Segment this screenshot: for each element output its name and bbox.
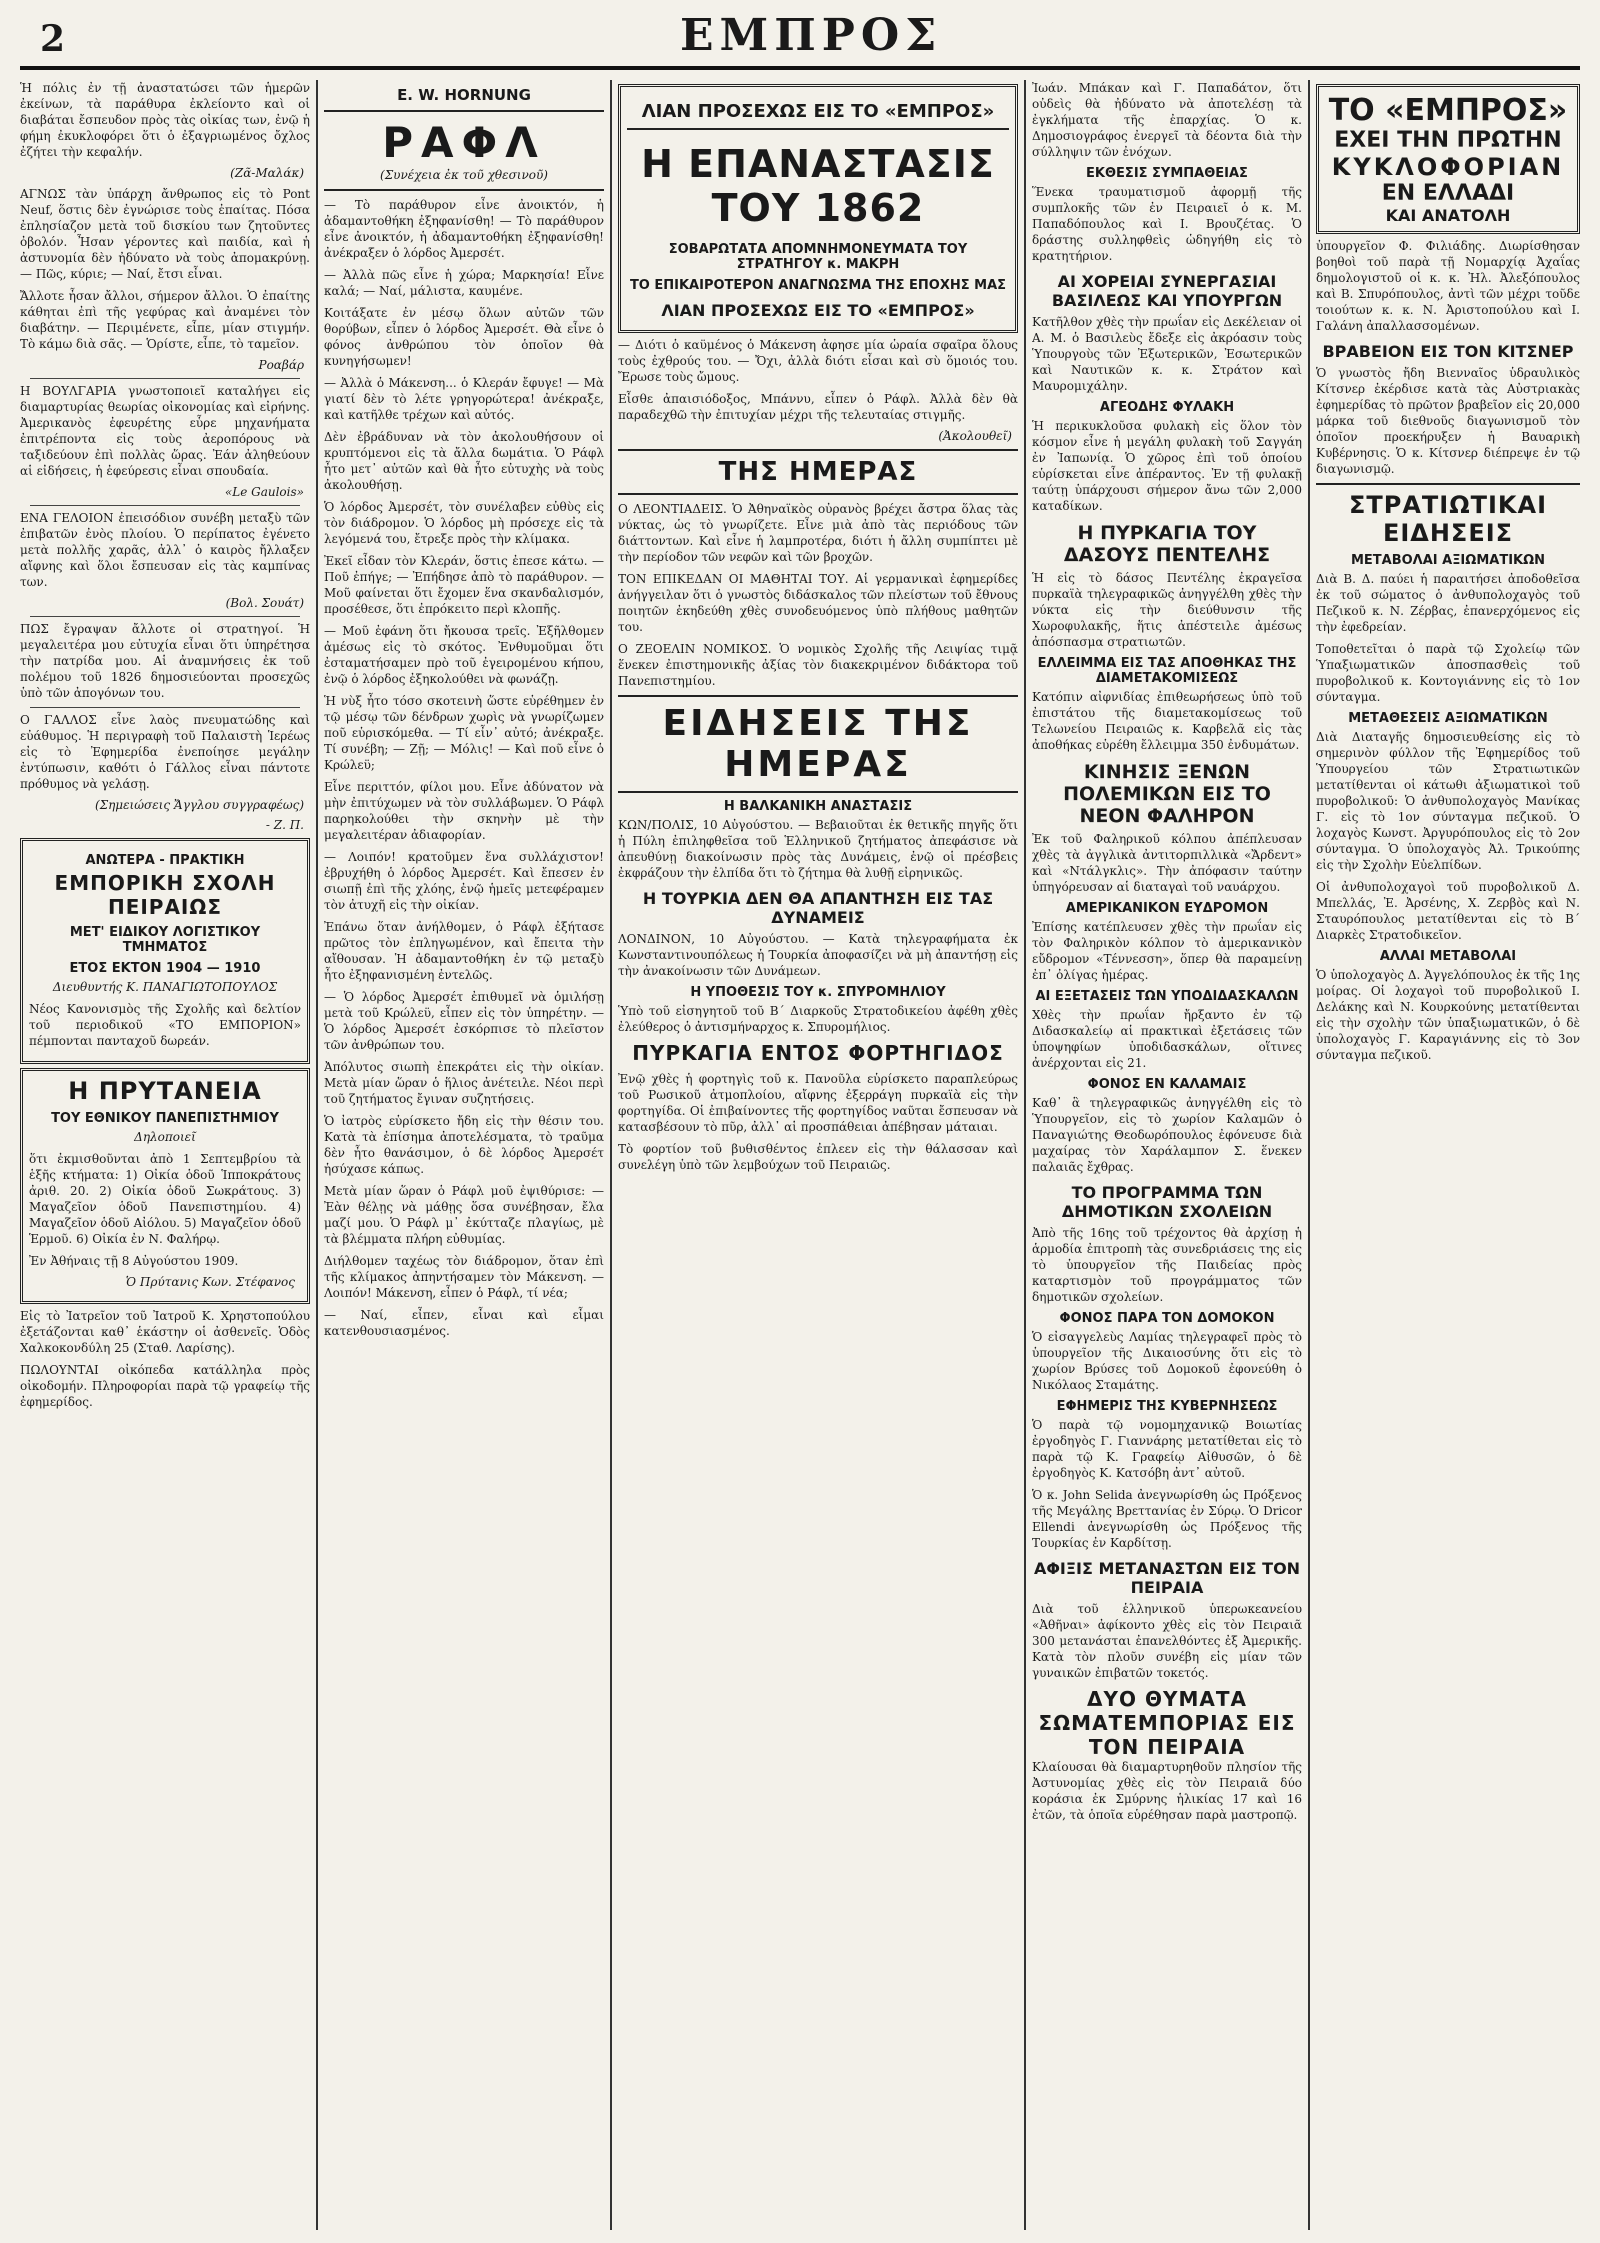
serial-text: — Μοῦ ἐφάνη ὅτι ἤκουσα τρεῖς. Ἐξῆλθομεν ἀμέσως εἰς τὸ σκότος. Ἐνθυμοῦμαι ὅτι ἐσταματήσαμεν πρὸ τοῦ ἐγειρομένου κήπου, ἐνῷ ὁ λόρδος ἐξηκολούθει νὰ φωνάζῃ. xyxy=(324,624,604,686)
news-text: Κατῆλθον χθὲς τὴν πρωΐαν εἰς Δεκέλειαν οἱ Α. Μ. ὁ Βασιλεὺς ἔδεξε εἰς ἀκρόασιν τοὺς Ὑπουργοὺς τῶν Ἐξωτερικῶν, Ἐσωτερικῶν καὶ Ναυτικῶν κ. κ. Στράτον καὶ Μαυρομιχάλην. xyxy=(1032,315,1302,393)
news-text: Ὁ γνωστὸς ἤδη Βιενναῖος ὑδραυλικὸς Κίτσνερ ἐκέρδισε κατὰ τὰς Αὐστριακὰς ἐφημερίδας τὸ πρῶτον βραβεῖον εἰς 20,000 μάρκα τοῦ διεθνοῦς διαγωνισμοῦ τὸν ὁποῖον προεκήρυξεν ἡ Βαυαρικὴ Κυβέρνησις. Ὁ κ. Κίτσνερ διέπρεψε ἐν τῷ διαγωνισμῷ. xyxy=(1316,366,1580,476)
news-heading: ΒΡΑΒΕΙΟΝ ΕΙΣ ΤΟΝ ΚΙΤΣΝΕΡ xyxy=(1322,342,1574,361)
banner-line: ΤΟ «ΕΜΠΡΟΣ» xyxy=(1328,93,1568,128)
notice-body: ὅτι ἐκμισθοῦνται ἀπὸ 1 Σεπτεμβρίου τὰ ἑξῆς κτήματα: 1) Οἰκία ὁδοῦ Ἱπποκράτους ἀριθ. 20. 2) Οἰκία ὁδοῦ Σωκράτους. 3) Μαγαζεῖον ὁδοῦ Πανεπιστημίου. 4) Μαγαζεῖον ὁδοῦ Αἰόλου. 5) Μαγαζεῖον ὁδοῦ Ἑρμοῦ. 6) Οἰκία ἐν Ν. Φαλήρῳ. xyxy=(29,1152,301,1246)
article-text: ΤΟΝ ΕΠΙΚΕΔΑΝ ΟΙ ΜΑΘΗΤΑΙ ΤΟΥ. Αἱ γερμανικαὶ ἐφημερίδες ἀνήγγειλαν ὅτι ὁ γνωστὸς διδάσκαλος τῶν πλείστων τοῦ ἔθνους ποιητῶν ἐκηδεύθη χθὲς συνοδευόμενος ὑπὸ πλήθους μαθητῶν του. xyxy=(618,572,1018,634)
article-text: Ο ΛΕΟΝΤΙΑΔΕΙΣ. Ὁ Ἀθηναϊκὸς οὐρανὸς βρέχει ἄστρα ὅλας τὰς νύκτας, ὡς τὸ γνωρίζετε. Εἶνε μιὰ ἀπὸ τὰς περιόδους τῶν διάττοντων. Καὶ εἶνε ἡ λαμπροτέρα, διότι ἡ ἄλλη συμπίπτει μὲ τὴν περίοδον τῶν νεφῶν καὶ τῶν βροχῶν. xyxy=(618,502,1018,564)
divider xyxy=(324,189,604,191)
divider xyxy=(30,378,300,379)
news-text: Ἡ εἰς τὸ δάσος Πεντέλης ἐκραγεῖσα πυρκαϊὰ τηλεγραφικῶς ἀνηγγέλθη χθὲς τὴν νύκτα εἰς τὴν διεύθυνσιν τῆς Χωροφυλακῆς, ἥτις ἀπέστειλε ἀμέσως ἀπόσπασμα στρατιωτῶν. xyxy=(1032,571,1302,649)
serial-note: (Συνέχεια ἐκ τοῦ χθεσινοῦ) xyxy=(380,168,548,182)
serial-continues: (Ἀκολουθεῖ) xyxy=(938,429,1012,443)
article-text: Ἡ πόλις ἐν τῇ ἀναστατώσει τῶν ἡμερῶν ἐκείνων, τὰ παράθυρα ἐκλείοντο καὶ οἱ διαβάται ἔσπευδον πρὸς τὰς οἰκίας των, ἐνῷ ἡ φήμη ἐκυκλοφόρει ὅτι ὁ ἐξαγριωμένος ὄχλος ἐζήτει τὴν κεφαλήν. xyxy=(20,81,310,159)
news-text: ὑπουργεῖον Φ. Φιλιάδης. Διωρίσθησαν βοηθοὶ τοῦ παρὰ τῇ Νομαρχίᾳ Ἀχαΐας δημολογιστοῦ οἱ κ. κ. Ἠλ. Ἀλεξόπουλος καὶ Β. Σπυρόπουλος, ἀντὶ τῶν μέχρι τοῦδε τοιούτων κ. κ. Ν. Ἀριστοπούλου καὶ Ι. Γαλάνη ἀπαλλασσομένων. xyxy=(1316,239,1580,333)
news-text: Οἱ ἀνθυπολοχαγοὶ τοῦ πυροβολικοῦ Δ. Μπελλάς, Ἐ. Ἀρσένης, Χ. Ζερβὸς καὶ Ν. Σταυρόπουλος μετατίθενται εἰς τὸ Β΄ Διαρκὲς Στρατοδικεῖον. xyxy=(1316,880,1580,942)
serial-text: Δὲν ἐβράδυναν νὰ τὸν ἀκολουθήσουν οἱ κρυπτόμενοι εἰς τὰ ἄλλα δωμάτια. Ὁ Ράφλ ἦτο μετ᾽ αὐτῶν καὶ θὰ ἦτο εὐτυχὴς νὰ τοὺς ἀκολουθήσῃ. xyxy=(324,430,604,492)
serial-text: Μετὰ μίαν ὥραν ὁ Ράφλ μοῦ ἐψιθύρισε: — Ἐὰν θέλῃς νὰ μάθῃς ὅσα συνέβησαν, ἔλα μαζί μου. Ὁ Ράφλ μ᾽ ἐκύτταζε πλαγίως, μὲ τὰ βλέμματα πλήρη εὐθυμίας. xyxy=(324,1184,604,1246)
serial-author: E. W. HORNUNG xyxy=(397,86,531,104)
news-heading: ΚΙΝΗΣΙΣ ΞΕΝΩΝ ΠΟΛΕΜΙΚΩΝ ΕΙΣ ΤΟ ΝΕΟΝ ΦΑΛΗΡΟΝ xyxy=(1063,761,1271,827)
news-text: ΚΩΝ/ΠΟΛΙΣ, 10 Αὐγούστου. — Βεβαιοῦται ἐκ θετικῆς πηγῆς ὅτι ἡ Πύλη ἐπιληφθεῖσα τοῦ Ἑλληνικοῦ ζητήματος ἀπεφάσισε νὰ ἀπευθύνῃ διακοίνωσιν πρὸς τὰς Δυνάμεις, ἐνῷ οἱ πρέσβεις ἐκφράζουν τὴν ἐλπίδα ὅτι τὸ ζήτημα θὰ λυθῇ εἰρηνικῶς. xyxy=(618,818,1018,880)
article-text: Η ΒΟΥΛΓΑΡΙΑ γνωστοποιεῖ καταλήγει εἰς διαμαρτυρίας θεωρίας οἰκονομίας καὶ εἰρήνης. Ἀμερικανὸς ἐφευρέτης εὗρε μηχανήματα ἐπιτρέποντα εἰς τοὺς ἀεροπόρους νὰ ταξιδεύουν ἐπὶ πολλὰς ὥρας. Ἐάν ἀληθεύουν αἱ εἰδήσεις, ἡ ἐφεύρεσις εἶναι σπουδαία. xyxy=(20,384,310,478)
column-rule xyxy=(316,80,318,2230)
news-text: Ἐνῷ χθὲς ἡ φορτηγὶς τοῦ κ. Πανοῦλα εὑρίσκετο παραπλεύρως τοῦ Ρωσικοῦ ἀτμοπλοίου, αἴφνης ἐξερράγη πυρκαϊὰ εἰς τὴν φορτηγίδα. Οἱ ἐπιβαίνοντες τῆς φορτηγίδος ναῦται ἔσπευσαν νὰ κατασβέσουν τὸ πῦρ, ἀλλ᾽ αἱ προσπάθειαι ἀπέβησαν μάταιαι. xyxy=(618,1072,1018,1134)
serial-title: ΡΑΦΛ xyxy=(382,118,546,167)
article-signature: - Ζ. Π. xyxy=(265,818,304,832)
article-text: ΠΩΣ ἔγραψαν ἄλλοτε οἱ στρατηγοί. Ἡ μεγαλειτέρα μου εὐτυχία εἶναι ὅτι ὑπηρέτησα τὴν πατρίδα μου. Αἱ ἀναμνήσεις ἐκ τοῦ πολέμου τοῦ 1826 δημοσιεύονται προσεχῶς ὑπὸ τῶν ἀπογόνων του. xyxy=(20,622,310,700)
university-notice xyxy=(20,1068,310,1304)
serial-text: Διήλθομεν ταχέως τὸν διάδρομον, ὅταν ἐπὶ τῆς κλίμακος ἀπηντήσαμεν τὸν Μάκενση. — Λοιπόν! Μάκενση, εἶπεν ὁ Ράφλ, τί νέα; xyxy=(324,1254,604,1300)
news-heading: ΑΙ ΕΞΕΤΑΣΕΙΣ ΤΩΝ ΥΠΟΔΙΔΑΣΚΑΛΩΝ xyxy=(1035,989,1299,1004)
news-text: Τοποθετεῖται ὁ παρὰ τῷ Σχολείῳ τῶν Ὑπαξιωματικῶν ἀποσπασθεὶς τοῦ πυροβολικοῦ κ. Κοντογιάννης εἰς τὸ 1ον σύνταγμα. xyxy=(1316,642,1580,704)
article-signature: (Ζᾶ-Μαλάκ) xyxy=(230,166,304,180)
divider xyxy=(618,493,1018,495)
news-heading: Η ΠΥΡΚΑΓΙΑ ΤΟΥ ΔΑΣΟΥΣ ΠΕΝΤΕΛΗΣ xyxy=(1063,522,1271,566)
serial-text: — Ἀλλὰ πῶς εἶνε ἡ χώρα; Μαρκησία! Εἶνε καλά; — Ναί, μάλιστα, καυμένε. xyxy=(324,268,604,298)
serial-text: — Λοιπόν! κρατοῦμεν ἕνα συλλάχιστον! ἐβρυχήθη ὁ λόρδος Ἀμερσέτ. Καὶ ἔπεσεν ἐν σιωπῇ ἐπὶ τῆς χλόης, ἐνῷ ἡμεῖς μετεφέραμεν τὸν ἀτυχῆ εἰς τὴν οἰκίαν. xyxy=(324,850,604,912)
news-heading: ΜΕΤΑΒΟΛΑΙ ΑΞΙΩΜΑΤΙΚΩΝ xyxy=(1350,553,1546,568)
news-text: Ὁ κ. John Selida ἀνεγνωρίσθη ὡς Πρόξενος τῆς Μεγάλης Βρεττανίας ἐν Σύρῳ. Ὁ Dricor Ellendi ἀνεγνωρίσθη ὡς Πρόξενος τῆς Τουρκίας ἐν Καρδίτσῃ. xyxy=(1032,1488,1302,1550)
newspaper-title: ΕΜΠΡΟΣ xyxy=(680,10,943,61)
serial-continuation: Εἶσθε ἀπαισιόδοξος, Μπάννυ, εἶπεν ὁ Ράφλ. Ἀλλὰ δὲν θὰ παραδεχθῶ τὴν ἐπιτυχίαν μέχρι τῆς τελευταίας στιγμῆς. xyxy=(618,392,1018,422)
notice-kicker: Δηλοποιεῖ xyxy=(134,1130,196,1144)
news-heading: ΔΥΟ ΘΥΜΑΤΑ ΣΩΜΑΤΕΜΠΟΡΙΑΣ ΕΙΣ ΤΟΝ ΠΕΙΡΑΙΑ xyxy=(1038,1687,1296,1759)
serial-text: — Τὸ παράθυρον εἶνε ἀνοικτόν, ἡ ἀδαμαντοθήκη ἐξηφανίσθη! — Τὸ παράθυρον εἶνε ἀνοικτόν, ἡ ἀδαμαντοθήκη ἐξηφανίσθη! ἀνέκραξεν ὁ λόρδος Ἀμερσέτ. xyxy=(324,198,604,260)
serial-text: Ὁ ἰατρὸς εὑρίσκετο ἤδη εἰς τὴν θέσιν του. Κατὰ τὰ ἐπίσημα ἀποτελέσματα, τὸ τραῦμα δὲν ἦτο θανάσιμον, ὁ δὲ λόρδος Ἀμερσέτ ἡσύχασε κάπως. xyxy=(324,1114,604,1176)
banner-line: ΕΧΕΙ ΤΗΝ ΠΡΩΤΗΝ xyxy=(1334,128,1562,153)
divider xyxy=(30,505,300,506)
serial-text: — Ἀλλὰ ὁ Μάκενση... ὁ Κλεράν ἔφυγε! — Μὰ γιατί δὲν τὸ λέτε γρηγορώτερα! ἀνέκραξε, καὶ κατῆλθε τρέχων καὶ αὐτός. xyxy=(324,376,604,422)
divider xyxy=(30,707,300,708)
notice-signature: Ὁ Πρύτανις Κων. Στέφανος xyxy=(125,1275,295,1289)
news-heading: ΑΜΕΡΙΚΑΝΙΚΟΝ ΕΥΔΡΟΜΟΝ xyxy=(1065,901,1269,916)
notice-date: Ἐν Ἀθήναις τῇ 8 Αὐγούστου 1909. xyxy=(29,1254,239,1268)
news-heading: ΑΛΛΑΙ ΜΕΤΑΒΟΛΑΙ xyxy=(1379,949,1517,964)
news-heading: ΠΥΡΚΑΓΙΑ ΕΝΤΟΣ ΦΟΡΤΗΓΙΔΟΣ xyxy=(632,1041,1004,1065)
news-text: Κλαίουσαι θὰ διαμαρτυρηθοῦν πλησίον τῆς Ἀστυνομίας χθὲς εἰς τὸν Πειραιᾶ δύο κοράσια ἐκ Σμύρνης ἡλικίας 17 καὶ 16 ἐτῶν, τὰ ὁποῖα εὑρέθησαν παρὰ μαστροπῷ. xyxy=(1032,1760,1302,1822)
column-3 xyxy=(618,80,1018,2230)
divider xyxy=(324,110,604,112)
circulation-banner xyxy=(1316,84,1580,234)
divider xyxy=(627,128,1009,130)
ad-body: Νέος Κανονισμὸς τῆς Σχολῆς καὶ δελτίον τοῦ περιοδικοῦ «ΤΟ ΕΜΠΟΡΙΟΝ» πέμπονται πανταχοῦ δωρεάν. xyxy=(29,1002,301,1048)
section-heading: ΤΗΣ ΗΜΕΡΑΣ xyxy=(718,457,918,487)
article-text: Ο ΖΕΟΕΛΙΝ ΝΟΜΙΚΟΣ. Ὁ νομικὸς Σχολῆς τῆς Λειψίας τιμᾷ ἕνεκεν ἐπιστημονικῆς ἀξίας τὸν διακεκριμένον διδάκτορα τοῦ Πανεπιστημίου. xyxy=(618,642,1018,688)
article-signature: Ροαβάρ xyxy=(258,358,304,372)
serial-text: Ἀπόλυτος σιωπὴ ἐπεκράτει εἰς τὴν οἰκίαν. Μετὰ μίαν ὥραν ὁ ἥλιος ἀνέτειλε. Νέοι περὶ τοῦ ζητήματος ἔγιναν συζητήσεις. xyxy=(324,1060,604,1106)
news-heading: ΤΟ ΠΡΟΓΡΑΜΜΑ ΤΩΝ ΔΗΜΟΤΙΚΩΝ ΣΧΟΛΕΙΩΝ xyxy=(1061,1183,1273,1221)
news-text: Ὁ εἰσαγγελεὺς Λαμίας τηλεγραφεῖ πρὸς τὸ ὑπουργεῖον τῆς Δικαιοσύνης ὅτι εἰς τὸ χωρίον Βρύσες τοῦ Δομοκοῦ ἐφονεύθη ὁ Νικόλαος Σταμάτης. xyxy=(1032,1330,1302,1392)
ad-year: ΕΤΟΣ ΕΚΤΟΝ 1904 — 1910 xyxy=(69,961,261,976)
article-signature: «Le Gaulois» xyxy=(224,485,304,499)
news-text: Ἰωάν. Μπάκαν καὶ Γ. Παπαδάτον, ὅτι οὐδεὶς θὰ ἠδύνατο νὰ ἀποτελέσῃ τὰ ἐγκλήματα τῆς ἐπαρχίας. Ὁ κ. Δημοσιογράφος ἐνεργεῖ τὰ δέοντα διὰ τὴν σύλληψιν τῶν ἐνόχων. xyxy=(1032,81,1302,159)
news-text: Ἐκ τοῦ Φαληρικοῦ κόλπου ἀπέπλευσαν χθὲς τὰ ἀγγλικὰ ἀντιτορπιλλικὰ «Ἄρδεντ» καὶ «Ντάλγκλις». Τὴν ἀπόφασιν ταύτην ὑπηγόρευσαν αἱ διαταγαὶ τοῦ ναυάρχου. xyxy=(1032,832,1302,894)
news-text: Διὰ Β. Δ. παύει ἡ παραιτήσει ἀποδοθεῖσα ἐκ τοῦ σώματος ὁ ἀνθυπολοχαγὸς τοῦ Πεζικοῦ κ. Ν. Ζέρβας, ἐπανερχόμενος εἰς τὴν ἐφεδρείαν. xyxy=(1316,572,1580,634)
news-text: Ὁ ὑπολοχαγὸς Δ. Ἀγγελόπουλος ἐκ τῆς 1ης μοίρας. Οἱ λοχαγοὶ τοῦ πυροβολικοῦ Ι. Δελάκης καὶ Ν. Κουρκούνης μετατίθενται εἰς τὴν σχολὴν τῶν ὑπαξιωματικῶν, ὁ δὲ ὑπολοχαγὸς Γ. Καραγιάννης εἰς τὸ 3ον σύνταγμα πεζικοῦ. xyxy=(1316,968,1580,1062)
serial-text: Ὁ λόρδος Ἀμερσέτ, τὸν συνέλαβεν εὐθὺς εἰς τὸν διάδρομον. Ὁ λόρδος μὴ πρόσεχε εἰς τὰ λεγόμενά του, ἔτρεξε πρὸς τὴν κλίμακα. xyxy=(324,500,604,546)
section-heading: ΕΙΔΗΣΕΙΣ ΤΗΣ ΗΜΕΡΑΣ xyxy=(662,703,974,785)
news-text: Ἕνεκα τραυματισμοῦ ἀφορμῇ τῆς συμπλοκῆς τῶν ἐν Πειραιεῖ ὁ κ. Μ. Παπαδόπουλος καὶ Ι. Βρουζέτας. Ὁ δράστης συλληφθεὶς ὡδηγήθη εἰς τὸ κρατητήριον. xyxy=(1032,185,1302,263)
announce-headline: Η ΕΠΑΝΑΣΤΑΣΙΣ ΤΟΥ 1862 xyxy=(641,142,995,230)
column-rule xyxy=(1308,80,1310,2230)
news-heading: ΑΙ ΧΟΡΕΙΑΙ ΣΥΝΕΡΓΑΣΙΑΙ ΒΑΣΙΛΕΩΣ ΚΑΙ ΥΠΟΥΡΓΩΝ xyxy=(1051,272,1283,310)
serial-text: Ἡ νὺξ ἦτο τόσο σκοτεινὴ ὥστε εὑρέθημεν ἐν τῷ μέσῳ τῶν δένδρων χωρὶς νὰ γνωρίζωμεν ποῦ εὑρισκόμεθα. — Τί εἶν᾽ αὐτό; ἀνέκραξε. Τί συνέβη; — Ζῇ; — Μόλις! — Καὶ ποῦ εἶνε ὁ Κρώλεϋ; xyxy=(324,694,604,772)
column-5 xyxy=(1316,80,1580,2230)
news-text: Κατόπιν αἰφνιδίας ἐπιθεωρήσεως ὑπὸ τοῦ ἐπιστάτου τῆς διαμετακομίσεως τοῦ Τελωνείου Πειραιῶς κ. Καρβελᾶ εἰς τὰς ἀποθήκας εὑρέθη ἔλλειμμα 350 ἐνδυμάτων. xyxy=(1032,690,1302,752)
divider xyxy=(30,616,300,617)
news-heading: ΕΛΛΕΙΜΜΑ ΕΙΣ ΤΑΣ ΑΠΟΘΗΚΑΣ ΤΗΣ ΔΙΑΜΕΤΑΚΟΜΙΣΕΩΣ xyxy=(1037,656,1297,686)
news-text: Διὰ Διαταγῆς δημοσιευθείσης εἰς τὸ σημερινὸν φύλλον τῆς Ἐφημερίδος τοῦ Ὑπουργείου τῶν Στρατιωτικῶν μετατίθενται οἱ κάτωθι ἀξιωματικοὶ τοῦ πυροβολικοῦ: Ὁ ἀνθυπολοχαγὸς Μανίκας Γ. εἰς τὸ 1ον σύνταγμα πεζικοῦ. Ὁ λοχαγὸς Κωνστ. Ἀργυρόπουλος εἰς τὸ 2ον σύνταγμα. Ὁ ὑπολοχαγὸς Ἀλ. Τρικούπης εἰς τὴν Σχολὴν Εὐελπίδων. xyxy=(1316,730,1580,872)
serial-text: Ἐπάνω ὅταν ἀνήλθομεν, ὁ Ράφλ ἐξήτασε πρῶτος τὸν ἐπληγωμένον, καὶ ἔπειτα τὴν αἴθουσαν. Ἡ ἀδαμαντοθήκη ἐν τῷ μεταξὺ ἦτο ἐξηφανισμένη ἐντελῶς. xyxy=(324,920,604,982)
divider xyxy=(618,791,1018,793)
article-text: Ἄλλοτε ἦσαν ἄλλοι, σήμερον ἄλλοι. Ὁ ἐπαίτης κάθηται ἐπὶ τῆς γεφύρας καὶ ἀναμένει τὸν διαβάτην. — Περιμένετε, εἶπε, μίαν στιγμήν. Τὸ κάμω διὰ σᾶς. — Ὁρίστε, εἶπε, τὸ ταμεῖον. xyxy=(20,289,310,351)
news-text: Ἀπὸ τῆς 16ης τοῦ τρέχοντος θὰ ἀρχίσῃ ἡ ἁρμοδία ἐπιτροπὴ τὰς συνεδριάσεις της εἰς τὸ ὑπουργεῖον τῆς Παιδείας πρὸς καταρτισμὸν τοῦ προγράμματος τῶν δημοτικῶν σχολείων. xyxy=(1032,1226,1302,1304)
news-heading: ΕΦΗΜΕΡΙΣ ΤΗΣ ΚΥΒΕΡΝΗΣΕΩΣ xyxy=(1056,1399,1278,1414)
article-text: ΑΓΝΩΣ τὰν ὑπάρχη ἄνθρωπος εἰς τὸ Pont Neuf, ὅστις δὲν ἐγνώρισε τοὺς ἐπαίτας. Πόσα ἐπλησίαζον μετὰ τοῦ δισκίου των ζητοῦντες ὀβολόν. Ἦσαν γέροντες καὶ παιδία, καὶ ἡ ἀστυνομία δὲν ἠδύνατο νὰ τοὺς ἀπομακρύνῃ. — Πῶς, κύριε; — Ναί, ἔτσι εἶναι. xyxy=(20,187,310,281)
news-heading: Η ΥΠΟΘΕΣΙΣ ΤΟΥ κ. ΣΠΥΡΟΜΗΛΙΟΥ xyxy=(690,985,946,1000)
ad-subtitle: ΜΕΤ' ΕΙΔΙΚΟΥ ΛΟΓΙΣΤΙΚΟΥ ΤΜΗΜΑΤΟΣ xyxy=(69,925,261,955)
announce-sub: ΤΟ ΕΠΙΚΑΙΡΟΤΕΡΟΝ ΑΝΑΓΝΩΣΜΑ ΤΗΣ ΕΠΟΧΗΣ ΜΑΣ xyxy=(629,278,1007,293)
article-text: Ο ΓΑΛΛΟΣ εἶνε λαὸς πνευματώδης καὶ εὐάθυμος. Ἡ περιγραφὴ τοῦ Παλαιστὴ Ἱερέως εἰς τὸ Ἐφημερίδα ἐνεποίησε μεγάλην ἐντύπωσιν, καθότι ὁ Γάλλος εἶναι πάντοτε πρόθυμος νὰ γελάσῃ. xyxy=(20,713,310,791)
serial-text: Εἶνε περιττόν, φίλοι μου. Εἶνε ἀδύνατον νὰ μὴν ἐπιτύχωμεν νὰ τὸν συλλάβωμεν. Ὁ Ράφλ παρηκολούθει τὴν σκηνὴν μὲ τὴν μεγαλειτέραν ἀδιαφορίαν. xyxy=(324,780,604,842)
news-heading: ΕΚΘΕΣΙΣ ΣΥΜΠΑΘΕΙΑΣ xyxy=(1086,166,1248,181)
small-ad: Εἰς τὸ Ἰατρεῖον τοῦ Ἰατροῦ Κ. Χρηστοπούλου ἐξετάζονται καθ᾽ ἑκάστην οἱ ἀσθενεῖς. Ὁδὸς Χαλκοκονδύλη 25 (Σταθ. Λαρίσης). xyxy=(20,1309,310,1355)
notice-title: Η ΠΡΥΤΑΝΕΙΑ xyxy=(68,1077,262,1105)
news-heading: ΑΦΙΞΙΣ ΜΕΤΑΝΑΣΤΩΝ ΕΙΣ ΤΟΝ ΠΕΙΡΑΙΑ xyxy=(1033,1559,1301,1597)
serial-text: Ἐκεῖ εἶδαν τὸν Κλεράν, ὅστις ἐπεσε κάτω. — Ποῦ ἐπήγε; — Ἐπήδησε ἀπὸ τὸ παράθυρον. — Μοῦ φαίνεται ὅτι ἔχομεν ἕνα σκανδαλισμόν, προσέθεσε, ὅτι ἐπρόκειτο περὶ κλοπῆς. xyxy=(324,554,604,616)
news-text: Καθ᾽ ἃ τηλεγραφικῶς ἀνηγγέλθη εἰς τὸ Ὑπουργεῖον, εἰς τὸ χωρίον Καλαμῶν ὁ Παναγιώτης Θεοδωρόπουλος ἐφόνευσε διὰ μαχαίρας τὸν Χαράλαμπον Σ. ἕνεκεν παλαιᾶς ἔχθρας. xyxy=(1032,1096,1302,1174)
memoirs-announcement xyxy=(618,84,1018,333)
news-text: Ὁ παρὰ τῷ νομομηχανικῷ Βοιωτίας ἐργοδηγὸς Γ. Γιαννάρης μετατίθεται εἰς τὸ παρὰ τῷ Κ. Γραφείῳ Αἰθυσῶν, ὁ δὲ ἐργοδηγὸς Κ. Κατσόβη ἀντ᾽ αὐτοῦ. xyxy=(1032,1418,1302,1480)
masthead xyxy=(0,0,1600,80)
news-heading: ΦΟΝΟΣ ΠΑΡΑ ΤΟΝ ΔΟΜΟΚΟΝ xyxy=(1059,1311,1275,1326)
news-text: Διὰ τοῦ ἑλληνικοῦ ὑπερωκεανείου «Ἀθῆναι» ἀφίκοντο χθὲς εἰς τὸν Πειραιᾶ 300 μετανάσται ἐπανελθόντες ἐξ Ἀμερικῆς. Κατὰ τὸν πλοῦν συνέβη εἰς μίαν τῶν γυναικῶν ἐπιβατῶν τοκετός. xyxy=(1032,1602,1302,1680)
banner-line: ΕΝ ΕΛΛΑΔΙ xyxy=(1381,181,1515,206)
serial-continuation: — Διότι ὁ καϋμένος ὁ Μάκενση ἀφησε μία ὡραία σφαῖρα ὅλους τοὺς ἐχθρούς του. — Ὄχι, ἀλλὰ διότι εἶσαι καὶ σὺ ὅμοιός του. Ἔρωσε τοὺς ὤμους. xyxy=(618,338,1018,384)
news-text: Χθὲς τὴν πρωΐαν ἤρξαντο ἐν τῷ Διδασκαλείῳ αἱ πρακτικαὶ ἐξετάσεις τῶν ὑποψηφίων ὑποδιδασκάλων, οἵτινες ἀνέρχονται εἰς 21. xyxy=(1032,1008,1302,1070)
news-text: Ὑπὸ τοῦ εἰσηγητοῦ τοῦ Β΄ Διαρκοῦς Στρατοδικείου ἀφέθη χθὲς ἐλεύθερος ὁ ἀντισμήναρχος κ. Σπυρομήλιος. xyxy=(618,1004,1018,1034)
news-text: ΛΟΝΔΙΝΟΝ, 10 Αὐγούστου. — Κατὰ τηλεγραφήματα ἐκ Κωνσταντινουπόλεως ἡ Τουρκία ἀποφασίζει νὰ μὴ ἀπαντήσῃ εἰς τὴν ἀνακοίνωσιν τῶν Δυνάμεων. xyxy=(618,932,1018,978)
divider xyxy=(618,695,1018,697)
announce-sub: ΣΟΒΑΡΩΤΑΤΑ ΑΠΟΜΝΗΜΟΝΕΥΜΑΤΑ ΤΟΥ ΣΤΡΑΤΗΓΟΥ κ. ΜΑΚΡΗ xyxy=(668,242,968,272)
news-heading: ΜΕΤΑΘΕΣΕΙΣ ΑΞΙΩΜΑΤΙΚΩΝ xyxy=(1348,711,1548,726)
banner-line: ΚΑΙ ΑΝΑΤΟΛΗ xyxy=(1385,206,1511,225)
divider xyxy=(618,449,1018,451)
ad-director: Διευθυντής Κ. ΠΑΝΑΓΙΩΤΟΠΟΥΛΟΣ xyxy=(52,980,278,994)
article-signature: (Βολ. Σουάτ) xyxy=(225,596,304,610)
news-text: Ἡ περικυκλοῦσα φυλακὴ εἰς ὅλον τὸν κόσμον εἶνε ἡ μεγάλη φυλακὴ τοῦ Σαγγάη ἐν Ἰαπωνίᾳ. Ὁ χῶρος ἐπὶ τοῦ ὁποίου εὑρίσκεται εἶνε ἀπέραντος. Ἐν τῇ φυλακῇ ταύτῃ ὑπάρχουσι σήμερον ἄνω τῶν 2,000 καταδίκων. xyxy=(1032,419,1302,513)
section-heading: ΣΤΡΑΤΙΩΤΙΚΑΙ ΕΙΔΗΣΕΙΣ xyxy=(1348,491,1548,547)
announce-top: ΛΙΑΝ ΠΡΟΣΕΧΩΣ ΕΙΣ ΤΟ «ΕΜΠΡΟΣ» xyxy=(641,101,995,122)
ad-title: ΕΜΠΟΡΙΚΗ ΣΧΟΛΗ ΠΕΙΡΑΙΩΣ xyxy=(54,871,276,919)
serial-text: Κοιτάξατε ἐν μέσῳ ὅλων αὐτῶν τῶν θορύβων, εἶπεν ὁ λόρδος Ἀμερσέτ. Θὰ εἶνε ὁ φόνος ἀνθρώπου τὸν ὁποῖον θὰ κυνηγήσωμεν! xyxy=(324,306,604,368)
news-heading: ΑΓΕΟΔΗΣ ΦΥΛΑΚΗ xyxy=(1099,400,1235,415)
banner-line: ΚΥΚΛΟΦΟΡΙΑΝ xyxy=(1331,153,1565,181)
article-signature: (Σημειώσεις Ἄγγλου συγγραφέως) xyxy=(94,798,304,812)
serial-text: — Ὁ λόρδος Ἀμερσέτ ἐπιθυμεῖ νὰ ὁμιλήσῃ μετὰ τοῦ Κρώλεϋ, εἶπεν εἰς τὸν ὑπηρέτην. — Ὁ λόρδος Ἀμερσέτ ἐσκόρπισε τὸ πλεῖστον τῶν ἀνθρώπων του. xyxy=(324,990,604,1052)
news-text: Ἐπίσης κατέπλευσεν χθὲς τὴν πρωΐαν εἰς τὸν Φαληρικὸν κόλπον τὸ ἀμερικανικὸν εὔδρομον «Τέννεσση», ὅπερ θὰ παραμείνῃ ἐπ᾽ ὀλίγας ἡμέρας. xyxy=(1032,920,1302,982)
news-heading: Η ΒΑΛΚΑΝΙΚΗ ΑΝΑΣΤΑΣΙΣ xyxy=(723,799,913,814)
column-rule xyxy=(610,80,612,2230)
news-heading: ΦΟΝΟΣ ΕΝ ΚΑΛΑΜΑΙΣ xyxy=(1087,1077,1247,1092)
masthead-rule xyxy=(20,66,1580,70)
news-text: Τὸ φορτίον τοῦ βυθισθέντος ἐπλεεν εἰς τὴν θάλασσαν καὶ συνελέγη ὑπὸ τῶν λεμβούχων τοῦ Πειραιῶς. xyxy=(618,1142,1018,1172)
column-1 xyxy=(20,80,310,2230)
column-rule xyxy=(1024,80,1026,2230)
news-heading: Η ΤΟΥΡΚΙΑ ΔΕΝ ΘΑ ΑΠΑΝΤΗΣΗ ΕΙΣ ΤΑΣ ΔΥΝΑΜΕΙΣ xyxy=(642,889,994,927)
school-advertisement xyxy=(20,838,310,1064)
small-ad: ΠΩΛΟΥΝΤΑΙ οἰκόπεδα κατάλληλα πρὸς οἰκοδομήν. Πληροφορίαι παρὰ τῷ γραφείῳ τῆς ἐφημερίδος. xyxy=(20,1363,310,1409)
notice-subtitle: ΤΟΥ ΕΘΝΙΚΟΥ ΠΑΝΕΠΙΣΤΗΜΙΟΥ xyxy=(51,1111,279,1126)
page-number: 2 xyxy=(40,18,66,60)
article-text: ΕΝΑ ΓΕΛΟΙΟΝ ἐπεισόδιον συνέβη μεταξὺ τῶν ἐπιβατῶν ἐνὸς πλοίου. Ὁ περίπατος ἐγένετο μετὰ πολλῆς χαρᾶς, ἀλλ᾽ ὁ καιρὸς ἤλλαξεν αἴφνης καὶ ὅλοι ἔσπευσαν εἰς τὰς καμπίνας των. xyxy=(20,511,310,589)
ad-kicker: ΑΝΩΤΕΡΑ - ΠΡΑΚΤΙΚΗ xyxy=(85,853,245,868)
divider xyxy=(1316,483,1580,485)
column-4 xyxy=(1032,80,1302,2230)
column-2 xyxy=(324,80,604,2230)
announce-sub: ΛΙΑΝ ΠΡΟΣΕΧΩΣ ΕΙΣ ΤΟ «ΕΜΠΡΟΣ» xyxy=(661,301,975,320)
serial-text: — Ναί, εἶπεν, εἶναι καὶ εἶμαι κατενθουσιασμένος. xyxy=(324,1308,604,1338)
